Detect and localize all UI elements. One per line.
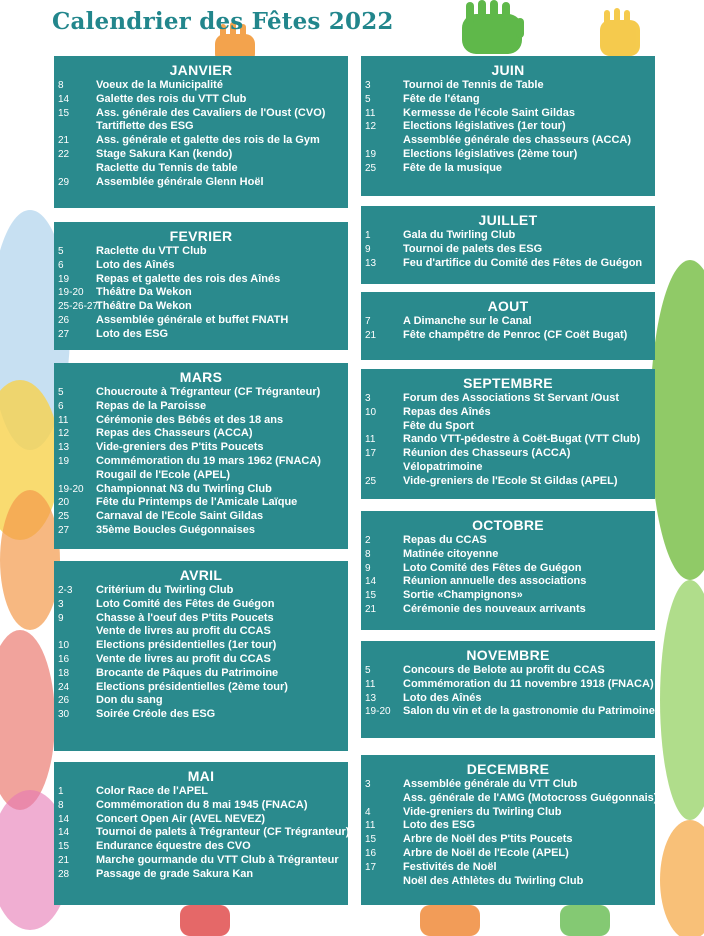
event-row (58, 120, 344, 134)
event-date: 25-26-27 (58, 301, 99, 313)
event-row (58, 681, 344, 695)
event-row (365, 562, 651, 576)
event-row (58, 79, 344, 93)
event-name: Loto Comité des Fêtes de Guégon (96, 597, 275, 610)
hand-bottom (180, 905, 610, 936)
event-name: Assemblée générale des chasseurs (ACCA) (403, 134, 632, 147)
event-row (365, 243, 651, 257)
event-name: Théâtre Da Wekon (96, 286, 192, 299)
event-name: Festivités de Noël (403, 860, 497, 873)
event-list (365, 315, 651, 343)
event-name: Ass. générale de l'AMG (Motocross Guégonnais) (403, 791, 658, 804)
event-name: Tournoi de Tennis de Table (403, 79, 544, 91)
event-row (58, 414, 344, 428)
event-row (58, 799, 344, 813)
event-date (58, 162, 96, 176)
event-date: 17 (365, 448, 377, 460)
event-date: 19-20 (365, 706, 391, 718)
event-row (365, 107, 651, 121)
event-date: 18 (58, 667, 70, 679)
event-date: 21 (365, 603, 377, 615)
event-date: 6 (58, 400, 64, 412)
event-row (365, 461, 651, 475)
event-row (58, 455, 344, 469)
event-name: Sortie «Champignons» (403, 589, 523, 602)
month-mai (54, 762, 348, 905)
event-row (58, 273, 344, 287)
event-name: Repas des Aînés (403, 405, 491, 418)
event-row (365, 257, 651, 271)
event-name: Assemblée générale du VTT Club (403, 778, 578, 790)
event-row (58, 328, 344, 342)
month-title: MAI (187, 768, 215, 784)
event-row (58, 469, 344, 483)
event-name: Concert Open Air (AVEL NEVEZ) (96, 812, 266, 825)
event-row (365, 692, 651, 706)
event-date: 27 (58, 524, 70, 536)
event-name: Carnaval de l'Ecole Saint Gildas (96, 510, 264, 523)
event-name: Elections présidentielles (1er tour) (96, 639, 277, 652)
event-list (365, 778, 658, 888)
month-title: AOUT (487, 298, 529, 314)
event-name: Vente de livres au profit du CCAS (96, 652, 271, 665)
event-date (365, 875, 403, 889)
hand-green-top (462, 0, 524, 54)
event-row (58, 813, 344, 827)
month-title: DECEMBRE (466, 761, 550, 777)
event-row (365, 148, 651, 162)
page-title: Calendrier des Fêtes 2022 (52, 8, 394, 35)
event-date: 6 (58, 259, 64, 271)
event-row (365, 420, 651, 434)
hand-wash-red (0, 630, 55, 810)
month-title: MARS (179, 369, 223, 385)
event-name: 35ème Boucles Guégonnaises (96, 523, 255, 536)
event-row (365, 664, 651, 678)
event-name: Vide-greniers des P'tits Poucets (96, 441, 264, 454)
event-date: 19 (365, 148, 377, 160)
event-name: Tartiflette des ESG (96, 120, 194, 133)
event-name: Salon du vin et de la gastronomie du Patrimoine (403, 705, 655, 718)
event-name: Repas de la Paroisse (96, 399, 207, 412)
event-name: Réunion des Chasseurs (ACCA) (403, 447, 571, 460)
event-name: Repas et galette des rois des Aînés (96, 272, 281, 285)
event-date: 26 (58, 695, 70, 707)
event-list (365, 392, 651, 489)
event-list (365, 534, 651, 617)
event-name: Vide-greniers de l'Ecole St Gildas (APEL) (403, 474, 618, 487)
event-row (58, 868, 344, 882)
month-title: SEPTEMBRE (463, 375, 553, 391)
event-name: Assemblée générale Glenn Hoël (96, 175, 264, 188)
event-name: Raclette du Tennis de table (96, 161, 238, 174)
event-date: 11 (58, 414, 69, 426)
event-date: 26 (58, 314, 70, 326)
event-list (58, 584, 344, 722)
event-date: 5 (365, 93, 371, 105)
event-row (58, 653, 344, 667)
event-row (365, 575, 651, 589)
event-date: 3 (365, 779, 371, 790)
event-list (58, 386, 344, 538)
event-name: Fête du Printemps de l'Amicale Laïque (96, 496, 298, 509)
hand-wash-green (650, 260, 704, 580)
month-janvier (54, 56, 348, 208)
event-row (365, 93, 651, 107)
event-name: Elections présidentielles (2ème tour) (96, 680, 288, 693)
event-date: 15 (58, 841, 70, 853)
event-date (58, 120, 96, 134)
event-row (365, 329, 651, 343)
event-date: 13 (365, 692, 377, 704)
event-row (58, 826, 350, 840)
event-row (365, 861, 651, 875)
month-juillet (361, 206, 655, 284)
event-name: Fête de l'étang (403, 92, 480, 105)
event-date: 11 (365, 820, 376, 832)
event-row (365, 315, 651, 329)
month-novembre (361, 641, 655, 738)
event-row (365, 819, 651, 833)
event-name: Tournoi de palets des ESG (403, 242, 543, 255)
event-row (365, 162, 651, 176)
event-name: Galette des rois du VTT Club (96, 92, 247, 105)
event-date (58, 469, 96, 483)
event-date: 2-3 (58, 585, 73, 596)
event-name: Fête du Sport (403, 419, 474, 432)
event-row (365, 475, 651, 489)
event-date: 16 (365, 847, 377, 859)
event-name: Vente de livres au profit du CCAS (96, 625, 271, 638)
event-row (365, 603, 651, 617)
event-date: 5 (365, 665, 371, 676)
event-row (365, 406, 651, 420)
event-name: Gala du Twirling Club (403, 229, 516, 241)
event-row (365, 79, 651, 93)
event-row (58, 625, 344, 639)
event-row (365, 806, 651, 820)
event-row (365, 447, 651, 461)
event-name: Commémoration du 19 mars 1962 (FNACA) (96, 454, 321, 467)
event-name: Loto Comité des Fêtes de Guégon (403, 561, 582, 574)
event-date: 8 (58, 799, 64, 811)
event-row (365, 791, 658, 806)
month-avril (54, 561, 348, 751)
event-row (58, 93, 344, 107)
event-name: Brocante de Pâques du Patrimoine (96, 666, 279, 679)
event-name: Rando VTT-pédestre à Coët-Bugat (VTT Club) (403, 433, 641, 446)
event-date: 21 (365, 329, 377, 341)
event-date: 21 (58, 135, 70, 147)
event-date: 15 (58, 107, 70, 119)
event-name: Don du sang (96, 694, 163, 707)
event-date: 10 (58, 640, 70, 652)
event-name: Cérémonie des nouveaux arrivants (403, 602, 586, 615)
event-date: 3 (365, 80, 371, 91)
event-date: 1 (365, 230, 371, 241)
month-title: OCTOBRE (472, 517, 544, 533)
event-date (58, 625, 96, 639)
event-row (58, 300, 344, 314)
event-date: 15 (365, 834, 377, 846)
event-row (58, 598, 344, 612)
event-name: Repas du CCAS (403, 534, 487, 546)
event-row (58, 584, 344, 598)
event-date: 11 (365, 678, 376, 690)
event-date: 12 (58, 428, 70, 440)
hand-wash-orange-2 (660, 820, 704, 936)
event-row (58, 286, 344, 300)
event-date: 7 (365, 316, 371, 327)
event-date: 5 (58, 246, 64, 257)
event-name: Color Race de l'APEL (96, 785, 209, 797)
event-date: 19 (58, 273, 70, 285)
event-date: 8 (365, 548, 371, 560)
event-row (58, 510, 344, 524)
event-name: Vélopatrimoine (403, 460, 483, 473)
event-date: 28 (58, 868, 70, 880)
month-mars (54, 363, 348, 549)
month-title: AVRIL (179, 567, 223, 583)
event-name: Fête de la musique (403, 161, 503, 174)
event-name: Forum des Associations St Servant /Oust (403, 392, 619, 404)
event-date: 3 (365, 393, 371, 404)
event-date: 9 (365, 243, 371, 255)
event-date: 16 (58, 653, 70, 665)
event-list (365, 79, 651, 176)
event-date (365, 134, 403, 148)
month-title: JUIN (491, 62, 525, 78)
event-name: Chasse à l'oeuf des P'tits Poucets (96, 611, 274, 624)
event-name: Raclette du VTT Club (96, 245, 207, 257)
event-date: 14 (58, 827, 70, 839)
event-row (58, 840, 344, 854)
event-date: 4 (365, 806, 371, 818)
event-name: Concours de Belote au profit du CCAS (403, 664, 605, 676)
event-date: 30 (58, 709, 70, 721)
event-date: 22 (58, 148, 70, 160)
month-title: NOVEMBRE (466, 647, 550, 663)
event-name: Loto des ESG (96, 327, 169, 340)
event-row (58, 107, 344, 121)
event-name: Feu d'artifice du Comité des Fêtes de Guégon (403, 256, 643, 269)
event-name: Passage de grade Sakura Kan (96, 867, 254, 880)
event-date: 13 (58, 442, 70, 454)
event-row (58, 612, 344, 626)
event-name: Rougail de l'Ecole (APEL) (96, 468, 231, 481)
event-date (365, 420, 403, 434)
event-row (58, 176, 344, 190)
event-name: Elections législatives (1er tour) (403, 120, 566, 133)
event-name: Arbre de Noël de l'Ecole (APEL) (403, 846, 569, 859)
month-title: FEVRIER (169, 228, 233, 244)
event-row (365, 833, 651, 847)
event-name: Ass. générale des Cavaliers de l'Oust (CVO) (96, 106, 326, 119)
event-row (365, 392, 651, 406)
hand-yellow-top (600, 8, 640, 56)
event-date: 19-20 (58, 287, 84, 299)
event-date (365, 461, 403, 475)
event-date: 11 (365, 107, 376, 119)
event-name: Réunion annuelle des associations (403, 575, 587, 588)
event-row (58, 441, 344, 455)
event-date: 25 (365, 475, 377, 487)
event-date: 25 (365, 162, 377, 174)
event-date: 12 (365, 121, 377, 133)
event-name: Loto des Aînés (403, 691, 482, 704)
event-name: Assemblée générale et buffet FNATH (96, 313, 289, 326)
event-row (58, 134, 344, 148)
event-row (58, 708, 344, 722)
month-juin (361, 56, 655, 196)
event-name: Endurance équestre des CVO (96, 840, 251, 853)
event-date: 14 (365, 576, 377, 588)
event-date: 5 (58, 387, 64, 398)
month-decembre (361, 755, 658, 905)
event-name: Voeux de la Municipalité (96, 79, 223, 91)
event-date: 3 (58, 598, 64, 610)
event-name: Commémoration du 8 mai 1945 (FNACA) (96, 798, 308, 811)
event-date: 27 (58, 328, 70, 340)
hand-wash-green-2 (660, 580, 704, 820)
event-date: 25 (58, 511, 70, 523)
event-row (58, 639, 344, 653)
event-row (365, 677, 654, 692)
event-name: Marche gourmande du VTT Club à Trégranteur (96, 853, 339, 866)
event-date: 8 (58, 80, 64, 91)
event-row (365, 120, 651, 134)
event-date: 14 (58, 93, 70, 105)
event-name: Ass. générale et galette des rois de la Gym (96, 134, 320, 147)
event-name: Critérium du Twirling Club (96, 584, 234, 596)
event-date (365, 792, 403, 806)
event-row (58, 148, 344, 162)
event-list (365, 229, 651, 270)
event-date: 9 (58, 612, 64, 624)
event-date: 9 (365, 562, 371, 574)
event-date: 11 (365, 434, 376, 446)
event-name: Matinée citoyenne (403, 547, 499, 560)
event-row (58, 162, 344, 176)
month-octobre (361, 511, 655, 630)
event-row (58, 483, 344, 497)
event-row (58, 524, 344, 538)
event-row (365, 778, 651, 792)
event-date: 1 (58, 786, 64, 797)
event-name: Choucroute à Trégranteur (CF Trégranteur) (96, 386, 321, 398)
event-row (58, 386, 344, 400)
event-date: 20 (58, 497, 70, 509)
event-date: 17 (365, 861, 377, 873)
event-date: 15 (365, 590, 377, 602)
month-fevrier (54, 222, 348, 350)
event-name: Championnat N3 du Twirling Club (96, 482, 272, 495)
event-row (365, 229, 651, 243)
month-aout (361, 292, 655, 360)
event-date: 21 (58, 854, 70, 866)
event-name: Noël des Athlètes du Twirling Club (403, 874, 584, 887)
event-list (365, 664, 655, 719)
event-name: Tournoi de palets à Trégranteur (CF Trégranteur) (96, 826, 350, 839)
event-row (58, 314, 344, 328)
event-row (365, 847, 651, 861)
event-row (58, 427, 344, 441)
hand-wash-orange (0, 490, 60, 630)
event-row (365, 875, 651, 889)
event-row (58, 785, 344, 799)
month-title: JUILLET (478, 212, 538, 228)
event-date: 24 (58, 681, 70, 693)
event-date: 29 (58, 176, 70, 188)
event-row (365, 534, 651, 548)
event-name: Soirée Créole des ESG (96, 708, 216, 721)
month-title: JANVIER (169, 62, 233, 78)
event-row (58, 400, 344, 414)
event-name: Commémoration du 11 novembre 1918 (FNACA) (403, 677, 654, 690)
event-list (58, 79, 344, 189)
event-name: Vide-greniers du Twirling Club (403, 805, 562, 818)
event-name: Loto des Aînés (96, 258, 175, 271)
event-date: 19 (58, 455, 70, 467)
event-date: 19-20 (58, 483, 84, 495)
event-row (58, 694, 344, 708)
event-name: Kermesse de l'école Saint Gildas (403, 106, 575, 119)
event-date: 2 (365, 535, 371, 546)
event-row (58, 245, 344, 259)
event-name: A Dimanche sur le Canal (403, 315, 532, 327)
event-row (365, 433, 651, 447)
event-name: Théâtre Da Wekon (96, 300, 192, 313)
event-name: Stage Sakura Kan (kendo) (96, 147, 233, 160)
event-row (365, 548, 651, 562)
event-name: Loto des ESG (403, 819, 476, 832)
event-name: Fête champêtre de Penroc (CF Coët Bugat) (403, 328, 628, 341)
event-row (58, 259, 344, 273)
event-list (58, 245, 344, 342)
event-date: 14 (58, 813, 70, 825)
event-name: Cérémonie des Bébés et des 18 ans (96, 413, 284, 426)
event-row (365, 589, 651, 603)
event-list (58, 785, 350, 882)
event-row (58, 854, 344, 868)
event-row (365, 705, 655, 719)
event-name: Arbre de Noël des P'tits Poucets (403, 833, 573, 846)
event-name: Repas des Chasseurs (ACCA) (96, 427, 253, 440)
event-row (58, 667, 344, 681)
event-date: 10 (365, 406, 377, 418)
event-row (365, 134, 651, 148)
month-septembre (361, 369, 655, 499)
event-name: Elections législatives (2ème tour) (403, 147, 578, 160)
event-row (58, 496, 344, 510)
event-date: 13 (365, 257, 377, 269)
